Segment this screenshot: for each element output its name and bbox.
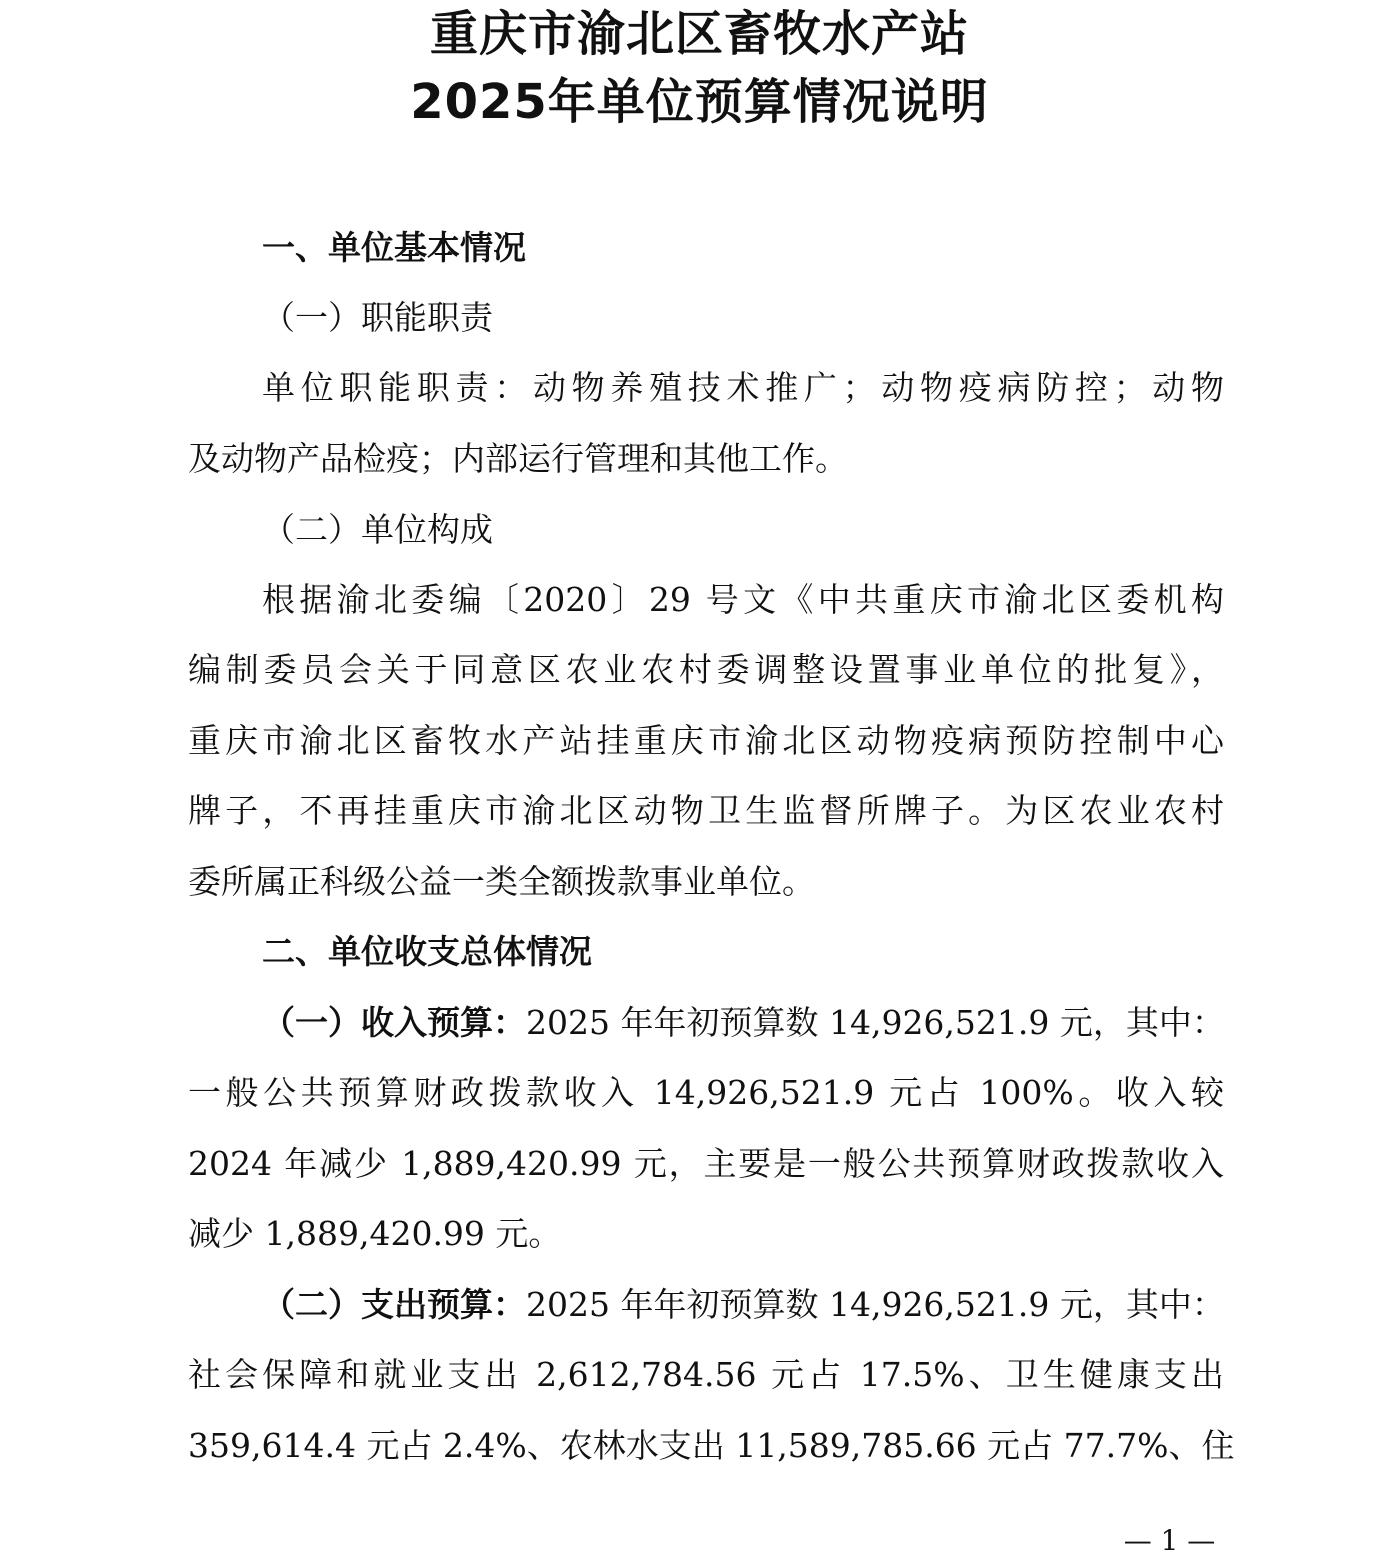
paragraph-line: 根据渝北委编〔2020〕29 号文《中共重庆市渝北区委机构 — [262, 580, 1224, 619]
paragraph-line: 及动物产品检疫；内部运行管理和其他工作。 — [188, 439, 848, 478]
document-title-line-2: 2025年单位预算情况说明 — [410, 74, 989, 130]
paragraph-line-expense-lead — [262, 1283, 1247, 1327]
paragraph-line: 委所属正科级公益一类全额拨款事业单位。 — [188, 862, 815, 901]
paragraph-line: 359,614.4 元占 2.4%、农林水支出 11,589,785.66 元占 77.7%、住 — [188, 1426, 1235, 1465]
paragraph-line: 重庆市渝北区畜牧水产站挂重庆市渝北区动物疫病预防控制中心 — [188, 721, 1224, 760]
paragraph-line: 编制委员会关于同意区农业农村委调整设置事业单位的批复》， — [188, 650, 1224, 689]
paragraph-line: 单位职能职责：动物养殖技术推广；动物疫病防控；动物 — [262, 368, 1224, 407]
income-budget-text: 2025 年年初预算数 14,926,521.9 元，其中： — [526, 1003, 1225, 1042]
section-heading-basic-info: 一、单位基本情况 — [262, 228, 526, 267]
document-title-line-1: 重庆市渝北区畜牧水产站 — [429, 6, 969, 62]
subsection-heading-duties: （一）职能职责 — [262, 298, 493, 337]
paragraph-line-income-lead — [262, 1001, 1247, 1045]
income-budget-label: （一）收入预算： — [262, 1003, 526, 1042]
section-heading-budget-overview: 二、单位收支总体情况 — [262, 932, 592, 971]
paragraph-line: 减少 1,889,420.99 元。 — [188, 1214, 562, 1253]
paragraph-line: 一般公共预算财政拨款收入 14,926,521.9 元占 100%。收入较 — [188, 1073, 1224, 1112]
subsection-heading-composition: （二）单位构成 — [262, 510, 493, 549]
paragraph-line: 2024 年减少 1,889,420.99 元，主要是一般公共预算财政拨款收入 — [188, 1144, 1224, 1183]
paragraph-line: 社会保障和就业支出 2,612,784.56 元占 17.5%、卫生健康支出 — [188, 1355, 1224, 1394]
page-number: — 1 — — [1123, 1524, 1216, 1557]
expense-budget-label: （二）支出预算： — [262, 1285, 526, 1324]
expense-budget-text: 2025 年年初预算数 14,926,521.9 元，其中： — [526, 1285, 1225, 1324]
paragraph-line: 牌子，不再挂重庆市渝北区动物卫生监督所牌子。为区农业农村 — [188, 791, 1224, 830]
